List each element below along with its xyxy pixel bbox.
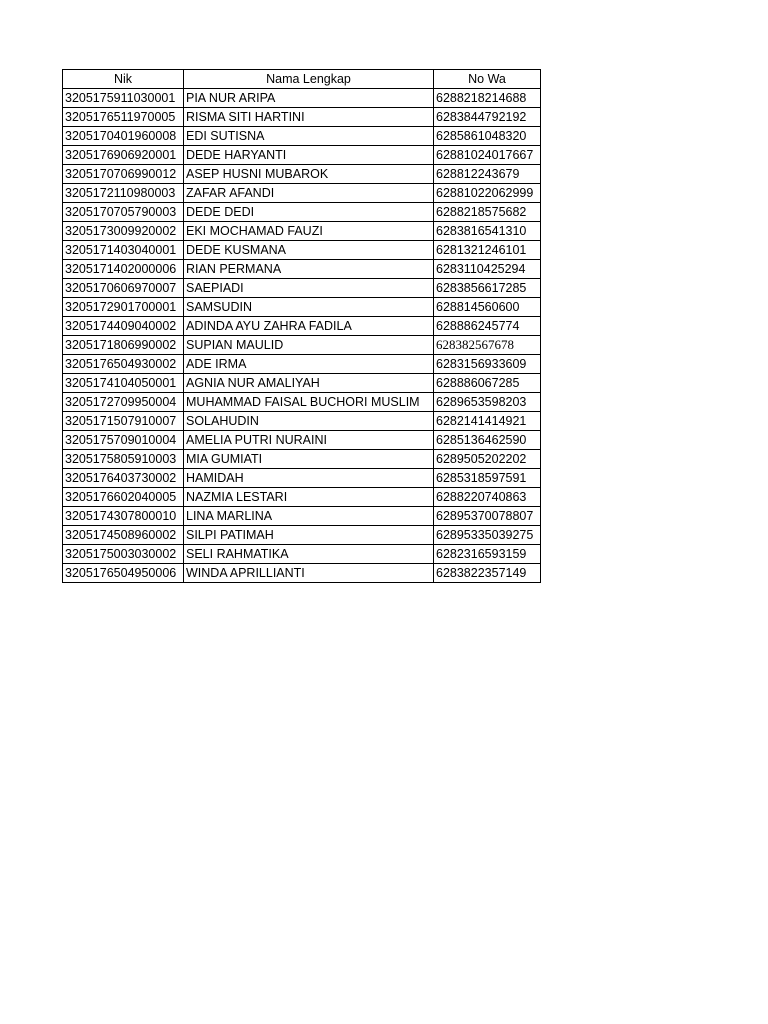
table-row — [63, 564, 541, 583]
wa-cell: 6283822357149 — [434, 564, 541, 583]
wa-cell: 62895370078807 — [434, 507, 541, 526]
wa-cell: 6281321246101 — [434, 241, 541, 260]
name-cell: AGNIA NUR AMALIYAH — [184, 374, 434, 393]
contact-table — [62, 69, 541, 583]
wa-cell: 628382567678 — [434, 336, 541, 355]
name-cell: NAZMIA LESTARI — [184, 488, 434, 507]
table-row — [63, 336, 541, 355]
table-row — [63, 317, 541, 336]
name-cell: SELI RAHMATIKA — [184, 545, 434, 564]
header-row — [63, 70, 541, 89]
wa-cell: 628814560600 — [434, 298, 541, 317]
header-nama-lengkap: Nama Lengkap — [184, 70, 434, 89]
table-row — [63, 165, 541, 184]
wa-cell: 6288220740863 — [434, 488, 541, 507]
wa-cell: 628812243679 — [434, 165, 541, 184]
header-nik: Nik — [63, 70, 184, 89]
nik-cell: 3205171403040001 — [63, 241, 184, 260]
wa-cell: 6283110425294 — [434, 260, 541, 279]
nik-cell: 3205175805910003 — [63, 450, 184, 469]
table-row — [63, 298, 541, 317]
wa-cell: 6289505202202 — [434, 450, 541, 469]
table-body — [63, 89, 541, 583]
table-row — [63, 89, 541, 108]
name-cell: LINA MARLINA — [184, 507, 434, 526]
name-cell: MUHAMMAD FAISAL BUCHORI MUSLIM — [184, 393, 434, 412]
nik-cell: 3205175003030002 — [63, 545, 184, 564]
table-row — [63, 260, 541, 279]
name-cell: EDI SUTISNA — [184, 127, 434, 146]
table-row — [63, 127, 541, 146]
nik-cell: 3205171402000006 — [63, 260, 184, 279]
wa-cell: 62881024017667 — [434, 146, 541, 165]
table-row — [63, 450, 541, 469]
table-row — [63, 146, 541, 165]
name-cell: DEDE KUSMANA — [184, 241, 434, 260]
name-cell: SILPI PATIMAH — [184, 526, 434, 545]
nik-cell: 3205176403730002 — [63, 469, 184, 488]
nik-cell: 3205170401960008 — [63, 127, 184, 146]
table-row — [63, 469, 541, 488]
table-row — [63, 545, 541, 564]
name-cell: SOLAHUDIN — [184, 412, 434, 431]
wa-cell: 628886245774 — [434, 317, 541, 336]
name-cell: SUPIAN MAULID — [184, 336, 434, 355]
name-cell: RISMA SITI HARTINI — [184, 108, 434, 127]
name-cell: ADE IRMA — [184, 355, 434, 374]
table-row — [63, 108, 541, 127]
table-row — [63, 507, 541, 526]
wa-cell: 6283816541310 — [434, 222, 541, 241]
name-cell: DEDE DEDI — [184, 203, 434, 222]
table-row — [63, 431, 541, 450]
nik-cell: 3205174508960002 — [63, 526, 184, 545]
table-row — [63, 355, 541, 374]
name-cell: HAMIDAH — [184, 469, 434, 488]
nik-cell: 3205176602040005 — [63, 488, 184, 507]
wa-cell: 6285861048320 — [434, 127, 541, 146]
name-cell: RIAN PERMANA — [184, 260, 434, 279]
spreadsheet-page — [62, 69, 541, 583]
wa-cell: 6283156933609 — [434, 355, 541, 374]
nik-cell: 3205173009920002 — [63, 222, 184, 241]
name-cell: DEDE HARYANTI — [184, 146, 434, 165]
nik-cell: 3205171507910007 — [63, 412, 184, 431]
name-cell: AMELIA PUTRI NURAINI — [184, 431, 434, 450]
table-row — [63, 279, 541, 298]
nik-cell: 3205176504950006 — [63, 564, 184, 583]
wa-cell: 6289653598203 — [434, 393, 541, 412]
wa-cell: 628886067285 — [434, 374, 541, 393]
wa-cell: 6283844792192 — [434, 108, 541, 127]
wa-cell: 6285136462590 — [434, 431, 541, 450]
nik-cell: 3205170705790003 — [63, 203, 184, 222]
name-cell: ZAFAR AFANDI — [184, 184, 434, 203]
nik-cell: 3205176906920001 — [63, 146, 184, 165]
nik-cell: 3205174409040002 — [63, 317, 184, 336]
table-row — [63, 526, 541, 545]
table-row — [63, 393, 541, 412]
name-cell: SAMSUDIN — [184, 298, 434, 317]
wa-cell: 6282141414921 — [434, 412, 541, 431]
name-cell: ASEP HUSNI MUBAROK — [184, 165, 434, 184]
table-row — [63, 184, 541, 203]
table-row — [63, 488, 541, 507]
nik-cell: 3205172110980003 — [63, 184, 184, 203]
wa-cell: 6288218575682 — [434, 203, 541, 222]
name-cell: PIA NUR ARIPA — [184, 89, 434, 108]
nik-cell: 3205175709010004 — [63, 431, 184, 450]
nik-cell: 3205175911030001 — [63, 89, 184, 108]
nik-cell: 3205172709950004 — [63, 393, 184, 412]
wa-cell: 6282316593159 — [434, 545, 541, 564]
nik-cell: 3205170606970007 — [63, 279, 184, 298]
wa-cell: 62881022062999 — [434, 184, 541, 203]
name-cell: WINDA APRILLIANTI — [184, 564, 434, 583]
wa-cell: 62895335039275 — [434, 526, 541, 545]
table-row — [63, 374, 541, 393]
nik-cell: 3205172901700001 — [63, 298, 184, 317]
nik-cell: 3205176504930002 — [63, 355, 184, 374]
nik-cell: 3205176511970005 — [63, 108, 184, 127]
name-cell: ADINDA AYU ZAHRA FADILA — [184, 317, 434, 336]
name-cell: SAEPIADI — [184, 279, 434, 298]
table-row — [63, 412, 541, 431]
table-row — [63, 222, 541, 241]
wa-cell: 6288218214688 — [434, 89, 541, 108]
nik-cell: 3205170706990012 — [63, 165, 184, 184]
table-row — [63, 203, 541, 222]
wa-cell: 6285318597591 — [434, 469, 541, 488]
table-row — [63, 241, 541, 260]
wa-cell: 6283856617285 — [434, 279, 541, 298]
nik-cell: 3205174104050001 — [63, 374, 184, 393]
header-no-wa: No Wa — [434, 70, 541, 89]
name-cell: EKI MOCHAMAD FAUZI — [184, 222, 434, 241]
nik-cell: 3205174307800010 — [63, 507, 184, 526]
name-cell: MIA GUMIATI — [184, 450, 434, 469]
nik-cell: 3205171806990002 — [63, 336, 184, 355]
